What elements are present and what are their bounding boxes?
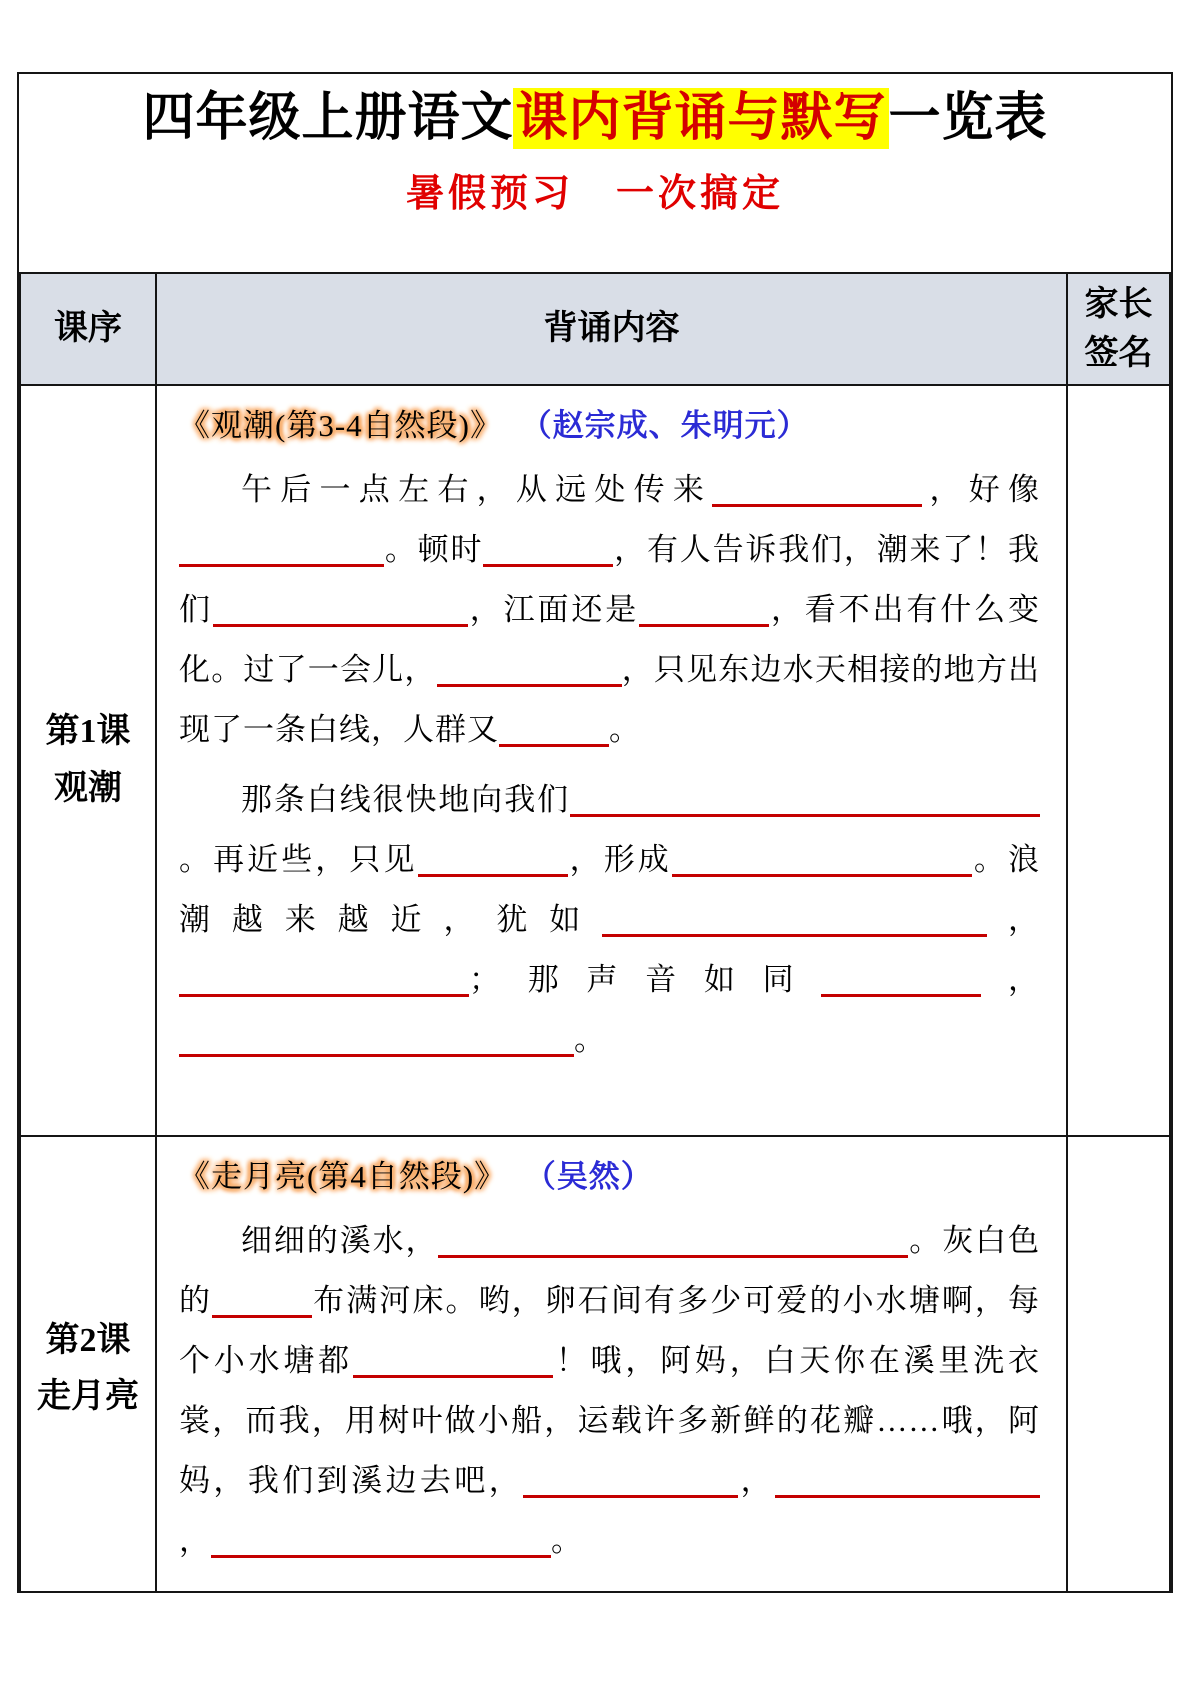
passage-heading bbox=[179, 396, 1040, 456]
lesson-label-line: 观潮 bbox=[54, 769, 122, 807]
header-lesson-order: 课序 bbox=[20, 273, 156, 385]
fill-in-blank bbox=[438, 1248, 908, 1258]
content-cell bbox=[156, 1136, 1067, 1593]
text-segment: ，只见东边水天相接的地方出现了一条白线，人群又 bbox=[179, 652, 1041, 747]
table-header bbox=[20, 273, 1170, 385]
lesson-label-line: 第1课 bbox=[45, 713, 131, 751]
text-segment: 那条白线很快地向我们 bbox=[241, 782, 570, 817]
fill-in-blank bbox=[213, 617, 468, 627]
text-segment: 。浪潮越来越近，犹如 bbox=[179, 842, 1041, 937]
text-segment: 。 bbox=[574, 1022, 606, 1057]
text-segment: ， bbox=[981, 962, 1041, 997]
header-parent-signature: 家长签名 bbox=[1067, 273, 1170, 385]
header-recitation-content: 背诵内容 bbox=[156, 273, 1067, 385]
passage-author: （吴然） bbox=[524, 1159, 653, 1194]
title-block bbox=[19, 88, 1171, 272]
text-segment: ， bbox=[738, 1463, 776, 1498]
fill-in-blank bbox=[775, 1488, 1040, 1498]
fill-in-blank bbox=[570, 807, 1040, 817]
content-cell bbox=[156, 385, 1067, 1136]
text-segment: 。再近些，只见 bbox=[179, 842, 418, 877]
fill-in-blank bbox=[212, 1308, 312, 1318]
signature-cell bbox=[1067, 385, 1170, 1136]
passage-heading bbox=[179, 1147, 1040, 1207]
text-segment: ， bbox=[179, 1523, 211, 1558]
fill-in-blank bbox=[179, 987, 469, 997]
worksheet-page bbox=[17, 72, 1173, 1593]
signature-cell bbox=[1067, 1136, 1170, 1593]
fill-in-blank bbox=[179, 557, 384, 567]
text-segment: ，江面还是 bbox=[467, 592, 640, 627]
recitation-table bbox=[19, 272, 1171, 1593]
table-header-row bbox=[20, 273, 1170, 385]
lesson-label-line: 第2课 bbox=[45, 1321, 131, 1359]
text-segment: 。顿时 bbox=[384, 532, 484, 567]
text-segment: 。 bbox=[609, 712, 641, 747]
fill-in-blank bbox=[179, 1047, 574, 1057]
fill-in-blank bbox=[353, 1368, 553, 1378]
lesson-cell bbox=[20, 385, 156, 1136]
text-segment: 。 bbox=[551, 1523, 583, 1558]
passage-paragraph bbox=[179, 460, 1040, 760]
text-segment: ！哦，阿妈，白天你在溪里洗衣裳，而我，用树叶做小船，运载许多新鲜的花瓣……哦，阿妈，我们到溪边去吧， bbox=[179, 1343, 1041, 1498]
page-subtitle: 暑假预习 一次搞定 bbox=[405, 173, 784, 216]
text-segment: ，形成 bbox=[567, 842, 672, 877]
table-row bbox=[20, 1136, 1170, 1593]
page-title-prefix: 四年级上册语文 bbox=[142, 90, 514, 147]
text-segment: 布满河床。哟，卵石间有多少可爱的小水塘啊，每个小水塘都 bbox=[179, 1283, 1041, 1378]
table-row bbox=[20, 385, 1170, 1136]
text-segment: ， bbox=[987, 902, 1041, 937]
lesson-label-line: 走月亮 bbox=[37, 1378, 139, 1415]
passage-title: 《走月亮(第4自然段)》 bbox=[179, 1159, 507, 1194]
fill-in-blank bbox=[602, 927, 987, 937]
fill-in-blank bbox=[211, 1548, 551, 1558]
passage-author: （赵宗成、朱明元） bbox=[520, 408, 809, 443]
text-segment: 午后一点左右，从远处传来 bbox=[241, 472, 713, 507]
passage-paragraph bbox=[179, 1211, 1040, 1571]
page-title-highlight: 课内背诵与默写 bbox=[515, 90, 887, 147]
lesson-cell bbox=[20, 1136, 156, 1593]
text-segment: ，看不出有什么变化。过了一会儿， bbox=[179, 592, 1041, 687]
fill-in-blank bbox=[672, 867, 972, 877]
text-segment: ；那声音如同 bbox=[469, 962, 822, 997]
fill-in-blank bbox=[523, 1488, 738, 1498]
fill-in-blank bbox=[418, 867, 568, 877]
fill-in-blank bbox=[712, 497, 922, 507]
table-body bbox=[20, 385, 1170, 1593]
page-title bbox=[19, 88, 1171, 150]
fill-in-blank bbox=[821, 987, 981, 997]
text-segment: 。灰白色的 bbox=[179, 1223, 1041, 1318]
fill-in-blank bbox=[639, 617, 769, 627]
text-segment: ，有人告诉我们，潮来了！我们 bbox=[179, 532, 1041, 627]
page-title-suffix: 一览表 bbox=[888, 90, 1048, 147]
fill-in-blank bbox=[499, 737, 609, 747]
passage-title: 《观潮(第3-4自然段)》 bbox=[179, 408, 502, 443]
fill-in-blank bbox=[483, 557, 613, 567]
passage-paragraph bbox=[179, 770, 1040, 1070]
text-segment: 细细的溪水， bbox=[241, 1223, 439, 1258]
text-segment: ，好像 bbox=[922, 472, 1041, 507]
fill-in-blank bbox=[437, 677, 622, 687]
